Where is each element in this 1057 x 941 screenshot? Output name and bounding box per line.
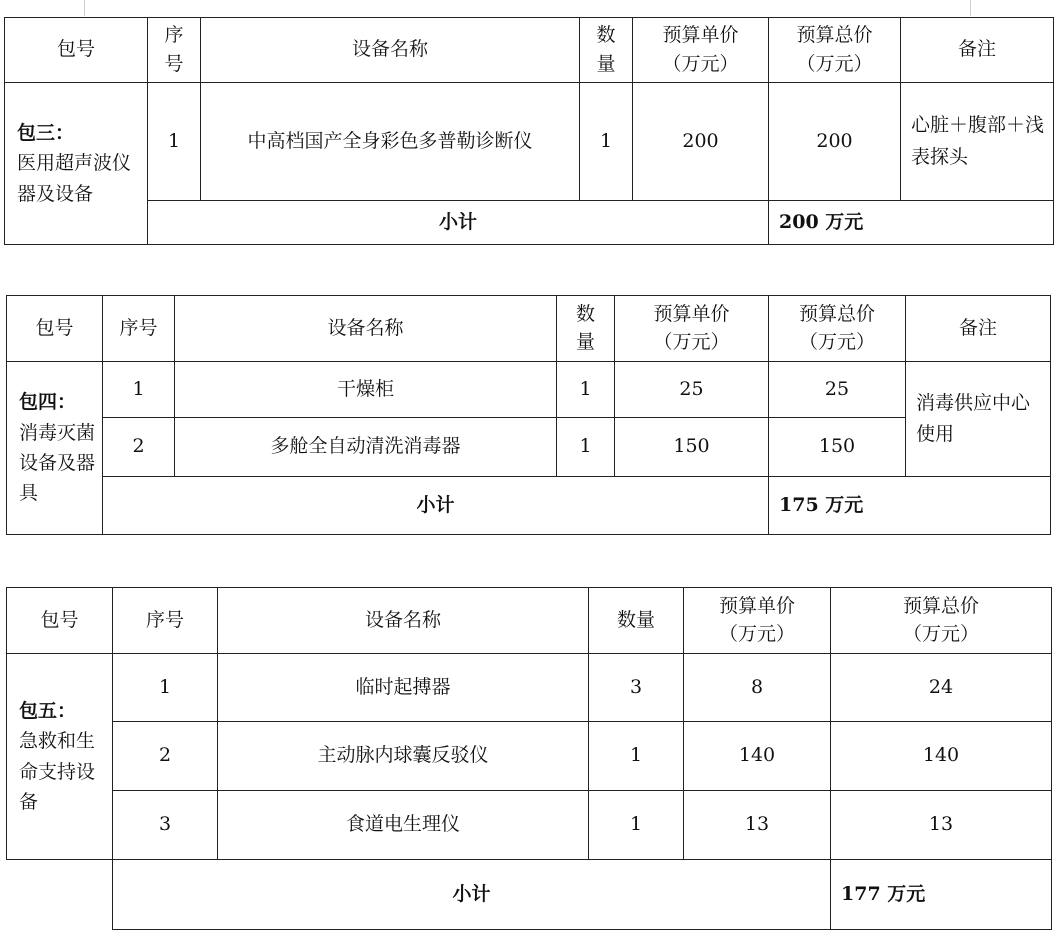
header-package: 包号 [7,296,103,362]
header-unit-price-a: 预算单价 [653,302,730,325]
header-qty-b: 量 [575,331,595,354]
equipment-name-cell: 临时起搏器 [218,654,589,722]
total-price-cell: 25 [769,362,906,418]
header-remark: 备注 [906,296,1051,362]
subtotal-value: 200 万元 [769,201,1054,245]
page-corner-mark-left [84,0,85,16]
header-total-price-a: 预算总价 [796,24,873,47]
package-label-cell [5,83,148,245]
qty-cell: 1 [557,362,615,418]
table-row [5,83,1054,201]
subtotal-label: 小计 [148,201,769,245]
package4-table [6,295,1051,535]
qty-cell: 1 [557,418,615,477]
total-price-cell: 200 [769,83,901,201]
header-unit-price [684,588,831,654]
header-total-price [769,18,901,83]
seq-cell: 2 [113,722,218,791]
header-row [7,588,1052,654]
subtotal-label: 小计 [103,477,769,535]
header-row [7,296,1051,362]
header-remark: 备注 [901,18,1054,83]
header-unit-price-b: （万元） [718,623,795,646]
header-seq-b: 号 [164,52,184,75]
subtotal-row [7,860,1052,930]
equipment-name-cell: 主动脉内球囊反驳仪 [218,722,589,791]
package-number: 包三： [17,121,75,144]
qty-cell: 3 [589,654,684,722]
header-seq: 序号 [113,588,218,654]
header-seq [148,18,201,83]
header-package: 包号 [5,18,148,83]
package5-table [6,587,1052,930]
header-row [5,18,1054,83]
header-qty: 数量 [589,588,684,654]
header-unit-price-a: 预算单价 [718,594,795,617]
unit-price-cell: 200 [633,83,769,201]
qty-cell: 1 [589,791,684,860]
package-label-cell [7,654,113,860]
subtotal-value: 177 万元 [831,860,1052,930]
package-number: 包四： [19,391,77,414]
header-total-price [769,296,906,362]
subtotal-label: 小计 [113,860,831,930]
header-total-price-b: （万元） [902,623,979,646]
subtotal-row [7,477,1051,535]
unit-price-cell: 8 [684,654,831,722]
table-row [7,722,1052,791]
package-label-cell [7,362,103,535]
total-price-cell: 140 [831,722,1052,791]
equipment-name-cell: 多舱全自动清洗消毒器 [175,418,557,477]
seq-cell: 1 [113,654,218,722]
header-unit-price-a: 预算单价 [662,24,739,47]
header-equipment-name: 设备名称 [201,18,580,83]
seq-cell: 2 [103,418,175,477]
unit-price-cell: 13 [684,791,831,860]
qty-cell: 1 [580,83,633,201]
header-equipment-name: 设备名称 [175,296,557,362]
header-qty-b: 量 [596,52,616,75]
package3-table [4,17,1054,245]
header-unit-price [615,296,769,362]
remark-cell: 心脏＋腹部＋浅表探头 [901,83,1054,201]
header-qty [557,296,615,362]
header-total-price-b: （万元） [798,331,875,354]
equipment-name-cell: 干燥柜 [175,362,557,418]
header-total-price-a: 预算总价 [798,302,875,325]
header-total-price [831,588,1052,654]
subtotal-row [5,201,1054,245]
remark-cell: 消毒供应中心使用 [906,362,1051,477]
table-row [7,362,1051,418]
header-unit-price-b: （万元） [653,331,730,354]
header-unit-price [633,18,769,83]
unit-price-cell: 25 [615,362,769,418]
header-qty [580,18,633,83]
unit-price-cell: 150 [615,418,769,477]
subtotal-value: 175 万元 [769,477,1051,535]
header-total-price-b: （万元） [796,52,873,75]
header-seq: 序号 [103,296,175,362]
header-package: 包号 [7,588,113,654]
qty-cell: 1 [589,722,684,791]
header-qty-a: 数 [575,302,595,325]
total-price-cell: 150 [769,418,906,477]
table-row [7,418,1051,477]
header-equipment-name: 设备名称 [218,588,589,654]
seq-cell: 1 [148,83,201,201]
table-row [7,654,1052,722]
page-corner-mark-right [970,0,971,16]
table-row [7,791,1052,860]
total-price-cell: 13 [831,791,1052,860]
package-name: 消毒灭菌设备及器具 [19,421,96,505]
header-unit-price-b: （万元） [662,52,739,75]
header-seq-a: 序 [164,24,184,47]
total-price-cell: 24 [831,654,1052,722]
equipment-name-cell: 食道电生理仪 [218,791,589,860]
header-qty-a: 数 [596,24,616,47]
package-name: 医用超声波仪器及设备 [17,152,132,205]
seq-cell: 1 [103,362,175,418]
package-number: 包五： [19,699,77,722]
unit-price-cell: 140 [684,722,831,791]
package-name: 急救和生命支持设备 [19,730,96,813]
equipment-name-cell: 中高档国产全身彩色多普勒诊断仪 [201,83,580,201]
subtotal-spacer [7,860,113,930]
seq-cell: 3 [113,791,218,860]
header-total-price-a: 预算总价 [902,594,979,617]
